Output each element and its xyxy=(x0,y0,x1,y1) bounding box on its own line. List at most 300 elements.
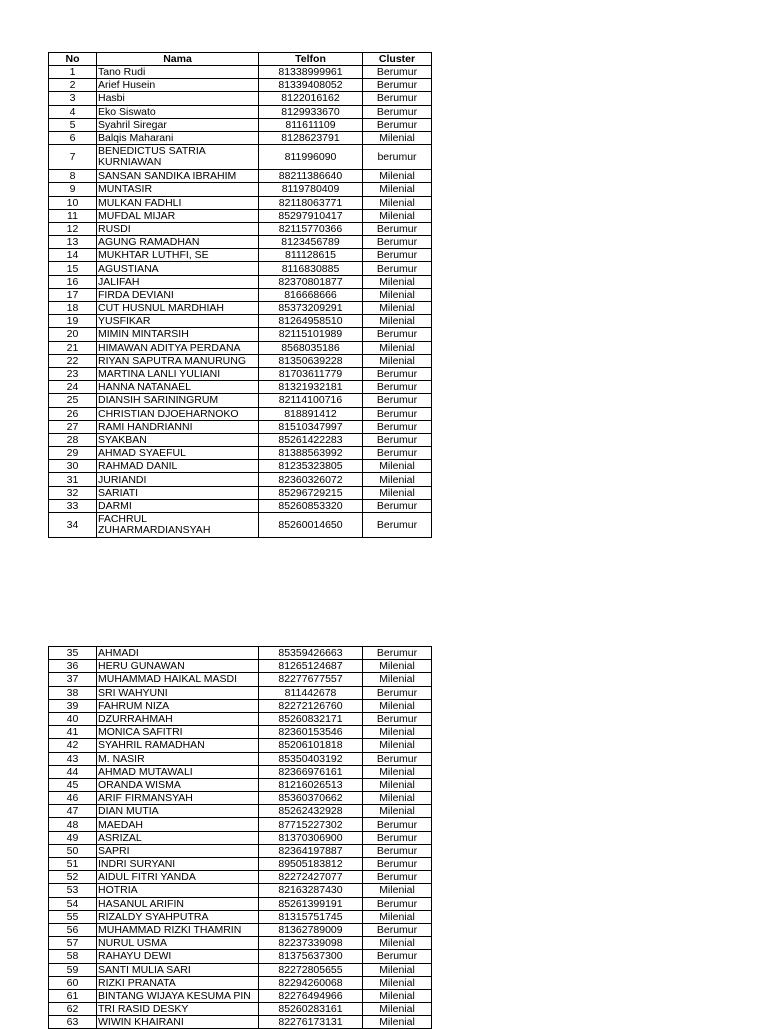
cell-no: 34 xyxy=(49,513,97,538)
cell-nama: ORANDA WISMA xyxy=(97,778,259,791)
cell-cluster: Berumur xyxy=(363,222,432,235)
table-row xyxy=(49,712,432,725)
cell-nama: YUSFIKAR xyxy=(97,315,259,328)
cell-cluster: Milenial xyxy=(363,910,432,923)
cell-nama: FAHRUM NIZA xyxy=(97,699,259,712)
cell-cluster: Berumur xyxy=(363,420,432,433)
cell-cluster: Milenial xyxy=(363,963,432,976)
table-row xyxy=(49,92,432,105)
cell-no: 41 xyxy=(49,726,97,739)
cell-cluster: Berumur xyxy=(363,394,432,407)
cell-cluster: Milenial xyxy=(363,699,432,712)
table-row xyxy=(49,884,432,897)
cell-telfon: 85260853320 xyxy=(259,499,363,512)
cell-nama: AHMAD SYAEFUL xyxy=(97,447,259,460)
cell-cluster: Berumur xyxy=(363,923,432,936)
cell-telfon: 816668666 xyxy=(259,288,363,301)
cell-cluster: Berumur xyxy=(363,513,432,538)
cell-telfon: 8568035186 xyxy=(259,341,363,354)
cell-nama: AIDUL FITRI YANDA xyxy=(97,871,259,884)
table-row xyxy=(49,686,432,699)
cell-no: 45 xyxy=(49,778,97,791)
cell-nama: AGUNG RAMADHAN xyxy=(97,236,259,249)
cell-telfon: 81375637300 xyxy=(259,950,363,963)
table-row xyxy=(49,354,432,367)
table-row xyxy=(49,249,432,262)
cell-nama: Eko Siswato xyxy=(97,105,259,118)
cell-no: 46 xyxy=(49,792,97,805)
table-row xyxy=(49,937,432,950)
cell-nama: RIZALDY SYAHPUTRA xyxy=(97,910,259,923)
cell-cluster: Milenial xyxy=(363,354,432,367)
cell-telfon: 818891412 xyxy=(259,407,363,420)
cell-nama: CUT HUSNUL MARDHIAH xyxy=(97,302,259,315)
cell-cluster: Milenial xyxy=(363,460,432,473)
cell-cluster: Milenial xyxy=(363,209,432,222)
cell-no: 35 xyxy=(49,647,97,660)
cell-no: 49 xyxy=(49,831,97,844)
table-row xyxy=(49,447,432,460)
table-row xyxy=(49,792,432,805)
cell-nama: MONICA SAFITRI xyxy=(97,726,259,739)
cell-nama: TRI RASID DESKY xyxy=(97,1003,259,1016)
table-row xyxy=(49,1003,432,1016)
cell-no: 18 xyxy=(49,302,97,315)
cell-nama: HASANUL ARIFIN xyxy=(97,897,259,910)
cell-no: 26 xyxy=(49,407,97,420)
cell-no: 11 xyxy=(49,209,97,222)
cell-cluster: Berumur xyxy=(363,79,432,92)
table-row xyxy=(49,145,432,170)
header-telfon: Telfon xyxy=(259,53,363,66)
cell-nama: RAHMAD DANIL xyxy=(97,460,259,473)
cell-cluster: Milenial xyxy=(363,341,432,354)
cell-cluster: Milenial xyxy=(363,660,432,673)
cell-nama: ARIF FIRMANSYAH xyxy=(97,792,259,805)
cell-no: 10 xyxy=(49,196,97,209)
cell-telfon: 85206101818 xyxy=(259,739,363,752)
table-row xyxy=(49,976,432,989)
cell-telfon: 87715227302 xyxy=(259,818,363,831)
cell-no: 28 xyxy=(49,433,97,446)
cell-telfon: 82115101989 xyxy=(259,328,363,341)
table-row xyxy=(49,236,432,249)
cell-telfon: 8123456789 xyxy=(259,236,363,249)
cell-telfon: 8128623791 xyxy=(259,131,363,144)
cell-no: 4 xyxy=(49,105,97,118)
cell-telfon: 85296729215 xyxy=(259,486,363,499)
cell-telfon: 81370306900 xyxy=(259,831,363,844)
cell-no: 15 xyxy=(49,262,97,275)
cell-cluster: Berumur xyxy=(363,712,432,725)
table-row xyxy=(49,765,432,778)
cell-nama: FIRDA DEVIANI xyxy=(97,288,259,301)
table-row xyxy=(49,222,432,235)
cell-cluster: Milenial xyxy=(363,805,432,818)
table-row xyxy=(49,407,432,420)
cell-nama: MARTINA LANLI YULIANI xyxy=(97,367,259,380)
cell-cluster: Berumur xyxy=(363,433,432,446)
cell-cluster: Berumur xyxy=(363,262,432,275)
table-row xyxy=(49,805,432,818)
cell-telfon: 8129933670 xyxy=(259,105,363,118)
cell-cluster: Milenial xyxy=(363,1016,432,1029)
cell-cluster: Berumur xyxy=(363,831,432,844)
cell-nama: SYAHRIL RAMADHAN xyxy=(97,739,259,752)
cell-telfon: 81321932181 xyxy=(259,381,363,394)
cell-telfon: 82276173131 xyxy=(259,1016,363,1029)
cell-cluster: Berumur xyxy=(363,647,432,660)
cell-no: 14 xyxy=(49,249,97,262)
cell-nama: RAHAYU DEWI xyxy=(97,950,259,963)
cell-no: 29 xyxy=(49,447,97,460)
cell-telfon: 82115770366 xyxy=(259,222,363,235)
cell-nama: RUSDI xyxy=(97,222,259,235)
cell-cluster: Berumur xyxy=(363,381,432,394)
table-row xyxy=(49,726,432,739)
cell-no: 37 xyxy=(49,673,97,686)
cell-cluster: Berumur xyxy=(363,686,432,699)
cell-no: 20 xyxy=(49,328,97,341)
table-row xyxy=(49,1016,432,1029)
cell-cluster: Milenial xyxy=(363,473,432,486)
contacts-table-2 xyxy=(48,646,432,1029)
cell-telfon: 82360326072 xyxy=(259,473,363,486)
cell-cluster: Milenial xyxy=(363,302,432,315)
table-row xyxy=(49,871,432,884)
cell-cluster: Milenial xyxy=(363,196,432,209)
cell-cluster: Milenial xyxy=(363,884,432,897)
cell-nama: RIYAN SAPUTRA MANURUNG xyxy=(97,354,259,367)
cell-nama: SANSAN SANDIKA IBRAHIM xyxy=(97,170,259,183)
table-row xyxy=(49,473,432,486)
cell-no: 44 xyxy=(49,765,97,778)
cell-cluster: Berumur xyxy=(363,752,432,765)
cell-no: 55 xyxy=(49,910,97,923)
cell-cluster: Milenial xyxy=(363,976,432,989)
table-row xyxy=(49,288,432,301)
cell-telfon: 82118063771 xyxy=(259,196,363,209)
table-row xyxy=(49,275,432,288)
cell-telfon: 82360153546 xyxy=(259,726,363,739)
table-row xyxy=(49,818,432,831)
cell-nama: Hasbi xyxy=(97,92,259,105)
cell-telfon: 85261399191 xyxy=(259,897,363,910)
cell-telfon: 89505183812 xyxy=(259,858,363,871)
cell-nama: RIZKI PRANATA xyxy=(97,976,259,989)
cell-nama: SANTI MULIA SARI xyxy=(97,963,259,976)
cell-nama: AHMADI xyxy=(97,647,259,660)
cell-no: 53 xyxy=(49,884,97,897)
cell-telfon: 81350639228 xyxy=(259,354,363,367)
table-row xyxy=(49,513,432,538)
table-row xyxy=(49,118,432,131)
cell-telfon: 81388563992 xyxy=(259,447,363,460)
cell-cluster: Berumur xyxy=(363,858,432,871)
cell-cluster: Milenial xyxy=(363,765,432,778)
cell-telfon: 82364197887 xyxy=(259,844,363,857)
cell-telfon: 81235323805 xyxy=(259,460,363,473)
cell-nama: HIMAWAN ADITYA PERDANA xyxy=(97,341,259,354)
cell-telfon: 8122016162 xyxy=(259,92,363,105)
cell-no: 1 xyxy=(49,66,97,79)
cell-nama: Arief Husein xyxy=(97,79,259,92)
header-cluster: Cluster xyxy=(363,53,432,66)
cell-telfon: 82272427077 xyxy=(259,871,363,884)
cell-cluster: Berumur xyxy=(363,499,432,512)
cell-no: 50 xyxy=(49,844,97,857)
cell-cluster: Milenial xyxy=(363,792,432,805)
cell-no: 24 xyxy=(49,381,97,394)
cell-telfon: 82366976161 xyxy=(259,765,363,778)
cell-cluster: Milenial xyxy=(363,170,432,183)
cell-cluster: Berumur xyxy=(363,950,432,963)
cell-telfon: 85262432928 xyxy=(259,805,363,818)
cell-no: 39 xyxy=(49,699,97,712)
cell-nama: MUHAMMAD HAIKAL MASDI xyxy=(97,673,259,686)
cell-nama: MUHAMMAD RIZKI THAMRIN xyxy=(97,923,259,936)
table-row xyxy=(49,989,432,1002)
table-1-body xyxy=(49,66,432,538)
cell-no: 42 xyxy=(49,739,97,752)
cell-telfon: 811611109 xyxy=(259,118,363,131)
cell-telfon: 81362789009 xyxy=(259,923,363,936)
table-row xyxy=(49,170,432,183)
cell-no: 7 xyxy=(49,145,97,170)
cell-cluster: Berumur xyxy=(363,236,432,249)
cell-telfon: 82277677557 xyxy=(259,673,363,686)
table-row xyxy=(49,910,432,923)
table-row xyxy=(49,739,432,752)
cell-telfon: 82370801877 xyxy=(259,275,363,288)
cell-nama: NURUL USMA xyxy=(97,937,259,950)
table-row xyxy=(49,486,432,499)
cell-no: 17 xyxy=(49,288,97,301)
table-row xyxy=(49,963,432,976)
table-row xyxy=(49,647,432,660)
cell-cluster: Milenial xyxy=(363,1003,432,1016)
cell-no: 59 xyxy=(49,963,97,976)
cell-nama: DIANSIH SARININGRUM xyxy=(97,394,259,407)
contacts-table-1 xyxy=(48,52,432,538)
cell-telfon: 82114100716 xyxy=(259,394,363,407)
cell-no: 38 xyxy=(49,686,97,699)
cell-telfon: 85260832171 xyxy=(259,712,363,725)
header-nama: Nama xyxy=(97,53,259,66)
table-row xyxy=(49,699,432,712)
table-row xyxy=(49,499,432,512)
cell-no: 22 xyxy=(49,354,97,367)
cell-no: 6 xyxy=(49,131,97,144)
cell-nama: SRI WAHYUNI xyxy=(97,686,259,699)
table-row xyxy=(49,831,432,844)
cell-no: 8 xyxy=(49,170,97,183)
cell-nama: M. NASIR xyxy=(97,752,259,765)
cell-no: 21 xyxy=(49,341,97,354)
cell-telfon: 85297910417 xyxy=(259,209,363,222)
cell-no: 32 xyxy=(49,486,97,499)
cell-no: 2 xyxy=(49,79,97,92)
cell-nama: INDRI SURYANI xyxy=(97,858,259,871)
cell-telfon: 85261422283 xyxy=(259,433,363,446)
cell-no: 12 xyxy=(49,222,97,235)
table-row xyxy=(49,897,432,910)
cell-telfon: 82272805655 xyxy=(259,963,363,976)
cell-telfon: 85260283161 xyxy=(259,1003,363,1016)
cell-no: 48 xyxy=(49,818,97,831)
cell-nama: SAPRI xyxy=(97,844,259,857)
cell-no: 5 xyxy=(49,118,97,131)
cell-telfon: 82163287430 xyxy=(259,884,363,897)
cell-telfon: 88211386640 xyxy=(259,170,363,183)
cell-no: 61 xyxy=(49,989,97,1002)
cell-no: 30 xyxy=(49,460,97,473)
cell-no: 16 xyxy=(49,275,97,288)
cell-no: 51 xyxy=(49,858,97,871)
cell-telfon: 811128615 xyxy=(259,249,363,262)
table-row xyxy=(49,367,432,380)
cell-no: 27 xyxy=(49,420,97,433)
cell-nama: CHRISTIAN DJOEHARNOKO xyxy=(97,407,259,420)
cell-telfon: 81703611779 xyxy=(259,367,363,380)
table-row xyxy=(49,752,432,765)
table-row xyxy=(49,79,432,92)
cell-nama: MUFDAL MIJAR xyxy=(97,209,259,222)
table-row xyxy=(49,433,432,446)
table-row xyxy=(49,420,432,433)
cell-nama: RAMI HANDRIANNI xyxy=(97,420,259,433)
cell-nama: MIMIN MINTARSIH xyxy=(97,328,259,341)
cell-telfon: 85360370662 xyxy=(259,792,363,805)
header-no: No xyxy=(49,53,97,66)
cell-cluster: Milenial xyxy=(363,726,432,739)
table-row xyxy=(49,105,432,118)
cell-telfon: 81265124687 xyxy=(259,660,363,673)
cell-cluster: Milenial xyxy=(363,989,432,1002)
cell-cluster: Berumur xyxy=(363,66,432,79)
cell-nama: MAEDAH xyxy=(97,818,259,831)
cell-cluster: Milenial xyxy=(363,937,432,950)
cell-cluster: Berumur xyxy=(363,328,432,341)
cell-cluster: Berumur xyxy=(363,249,432,262)
table-row xyxy=(49,341,432,354)
table-row xyxy=(49,66,432,79)
cell-nama: Balqis Maharani xyxy=(97,131,259,144)
cell-no: 25 xyxy=(49,394,97,407)
cell-cluster: Berumur xyxy=(363,844,432,857)
cell-nama: DIAN MUTIA xyxy=(97,805,259,818)
cell-telfon: 81264958510 xyxy=(259,315,363,328)
cell-cluster: Berumur xyxy=(363,871,432,884)
table-row xyxy=(49,460,432,473)
cell-cluster: Berumur xyxy=(363,367,432,380)
table-row xyxy=(49,660,432,673)
cell-no: 9 xyxy=(49,183,97,196)
cell-cluster: Milenial xyxy=(363,486,432,499)
cell-telfon: 85373209291 xyxy=(259,302,363,315)
cell-no: 56 xyxy=(49,923,97,936)
cell-nama: MULKAN FADHLI xyxy=(97,196,259,209)
table-row xyxy=(49,381,432,394)
cell-nama: AHMAD MUTAWALI xyxy=(97,765,259,778)
cell-no: 31 xyxy=(49,473,97,486)
cell-cluster: Milenial xyxy=(363,778,432,791)
table-row xyxy=(49,315,432,328)
table-row xyxy=(49,858,432,871)
table-row xyxy=(49,209,432,222)
cell-cluster: Milenial xyxy=(363,275,432,288)
cell-no: 52 xyxy=(49,871,97,884)
cell-nama: SARIATI xyxy=(97,486,259,499)
cell-nama: FACHRUL ZUHARMARDIANSYAH xyxy=(97,513,259,538)
cell-nama: HOTRIA xyxy=(97,884,259,897)
cell-telfon: 81339408052 xyxy=(259,79,363,92)
cell-telfon: 81510347997 xyxy=(259,420,363,433)
cell-nama: HANNA NATANAEL xyxy=(97,381,259,394)
cell-telfon: 82294260068 xyxy=(259,976,363,989)
cell-cluster: Berumur xyxy=(363,118,432,131)
cell-cluster: Milenial xyxy=(363,673,432,686)
cell-cluster: Milenial xyxy=(363,739,432,752)
cell-no: 43 xyxy=(49,752,97,765)
cell-no: 36 xyxy=(49,660,97,673)
cell-nama: DARMI xyxy=(97,499,259,512)
cell-cluster: Berumur xyxy=(363,447,432,460)
cell-cluster: Berumur xyxy=(363,105,432,118)
cell-cluster: Berumur xyxy=(363,92,432,105)
table-row xyxy=(49,302,432,315)
cell-nama: MUKHTAR LUTHFI, SE xyxy=(97,249,259,262)
cell-no: 13 xyxy=(49,236,97,249)
cell-no: 40 xyxy=(49,712,97,725)
cell-nama: AGUSTIANA xyxy=(97,262,259,275)
table-row xyxy=(49,778,432,791)
cell-no: 33 xyxy=(49,499,97,512)
table-row xyxy=(49,328,432,341)
cell-telfon: 82276494966 xyxy=(259,989,363,1002)
cell-telfon: 82237339098 xyxy=(259,937,363,950)
cell-no: 19 xyxy=(49,315,97,328)
cell-nama: Syahril Siregar xyxy=(97,118,259,131)
cell-nama: ASRIZAL xyxy=(97,831,259,844)
cell-telfon: 85350403192 xyxy=(259,752,363,765)
cell-no: 54 xyxy=(49,897,97,910)
cell-telfon: 811442678 xyxy=(259,686,363,699)
cell-nama: Tano Rudi xyxy=(97,66,259,79)
cell-telfon: 81216026513 xyxy=(259,778,363,791)
cell-telfon: 81338999961 xyxy=(259,66,363,79)
cell-telfon: 811996090 xyxy=(259,145,363,170)
header-row xyxy=(49,53,432,66)
cell-nama: BENEDICTUS SATRIA KURNIAWAN xyxy=(97,145,259,170)
cell-no: 57 xyxy=(49,937,97,950)
cell-telfon: 8116830885 xyxy=(259,262,363,275)
table-row xyxy=(49,196,432,209)
cell-nama: SYAKBAN xyxy=(97,433,259,446)
cell-nama: HERU GUNAWAN xyxy=(97,660,259,673)
cell-cluster: Milenial xyxy=(363,131,432,144)
table-row xyxy=(49,131,432,144)
cell-nama: WIWIN KHAIRANI xyxy=(97,1016,259,1029)
table-row xyxy=(49,844,432,857)
cell-no: 3 xyxy=(49,92,97,105)
cell-nama: DZURRAHMAH xyxy=(97,712,259,725)
table-2-body xyxy=(49,647,432,1029)
cell-no: 60 xyxy=(49,976,97,989)
cell-telfon: 85260014650 xyxy=(259,513,363,538)
cell-no: 47 xyxy=(49,805,97,818)
cell-cluster: Milenial xyxy=(363,288,432,301)
